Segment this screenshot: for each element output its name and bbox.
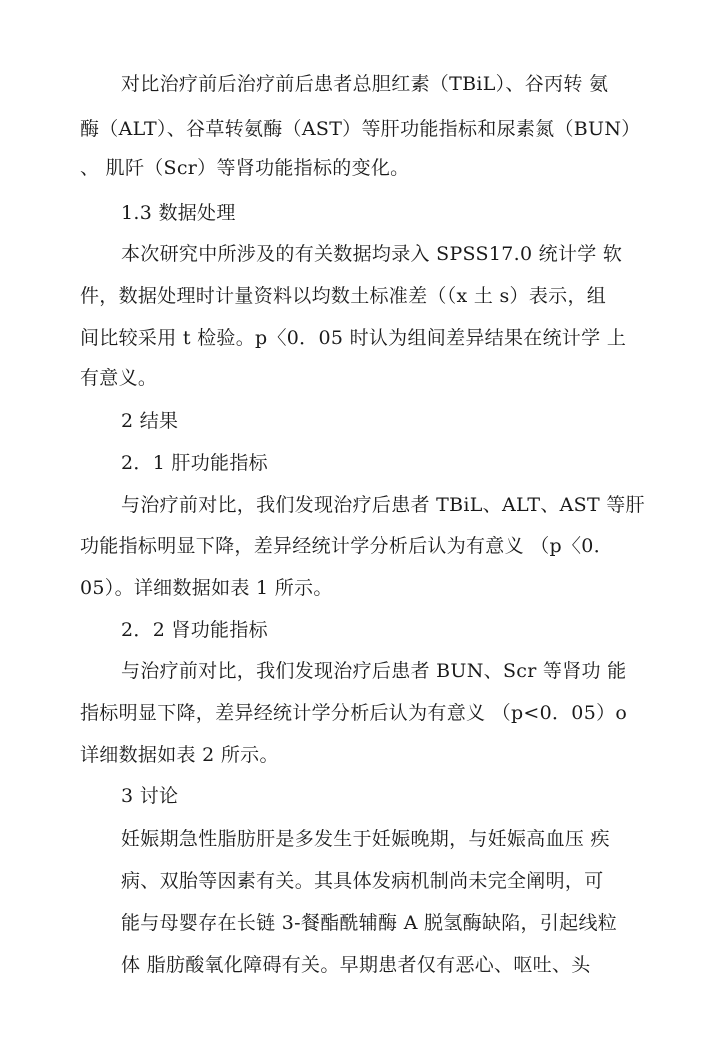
section-heading-1-3: 1.3 数据处理	[121, 202, 236, 224]
text-line-7: 间比较采用 t 检验。p〈0．05 时认为组间差异结果在统计学 上	[80, 327, 627, 349]
text-line-20: 病、双胎等因素有关。其具体发病机制尚未完全阐明，可	[121, 870, 604, 892]
text-line-3: 、 肌阡（Scr）等肾功能指标的变化。	[80, 157, 410, 179]
section-heading-2-1: 2．1 肝功能指标	[121, 452, 268, 474]
section-heading-2-2: 2．2 肾功能指标	[121, 619, 268, 641]
text-line-16: 指标明显下降，差异经统计学分析后认为有意义 （p<0．05）o	[80, 702, 628, 724]
text-line-1: 对比治疗前后治疗前后患者总胆红素（TBiL）、谷丙转 氨	[121, 73, 609, 95]
text-line-19: 妊娠期急性脂肪肝是多发生于妊娠晚期，与妊娠高血压 疾	[121, 828, 610, 850]
text-line-12: 功能指标明显下降，差异经统计学分析后认为有意义 （p〈0．	[80, 535, 613, 557]
text-line-2: 酶（ALT）、谷草转氨酶（AST）等肝功能指标和尿素氮（BUN）	[80, 118, 641, 140]
text-line-13: 05）。详细数据如表 1 所示。	[80, 577, 333, 599]
text-line-6: 件，数据处理时计量资料以均数土标准差（（x 土 s）表示，组	[80, 285, 607, 307]
text-line-5: 本次研究中所涉及的有关数据均录入 SPSS17.0 统计学 软	[121, 243, 623, 265]
text-line-21: 能与母婴存在长链 3-餐酯酰辅酶 A 脱氢酶缺陷，引起线粒	[121, 912, 618, 934]
text-line-17: 详细数据如表 2 所示。	[80, 744, 279, 766]
text-line-8: 有意义。	[80, 367, 158, 389]
text-line-15: 与治疗前对比，我们发现治疗后患者 BUN、Scr 等肾功 能	[121, 660, 627, 682]
text-line-22: 体 脂肪酸氧化障碍有关。早期患者仅有恶心、呕吐、头	[121, 954, 591, 976]
section-heading-2: 2 结果	[121, 410, 179, 432]
section-heading-3: 3 讨论	[121, 785, 179, 807]
text-line-11: 与治疗前对比，我们发现治疗后患者 TBiL、ALT、AST 等肝	[121, 494, 645, 516]
